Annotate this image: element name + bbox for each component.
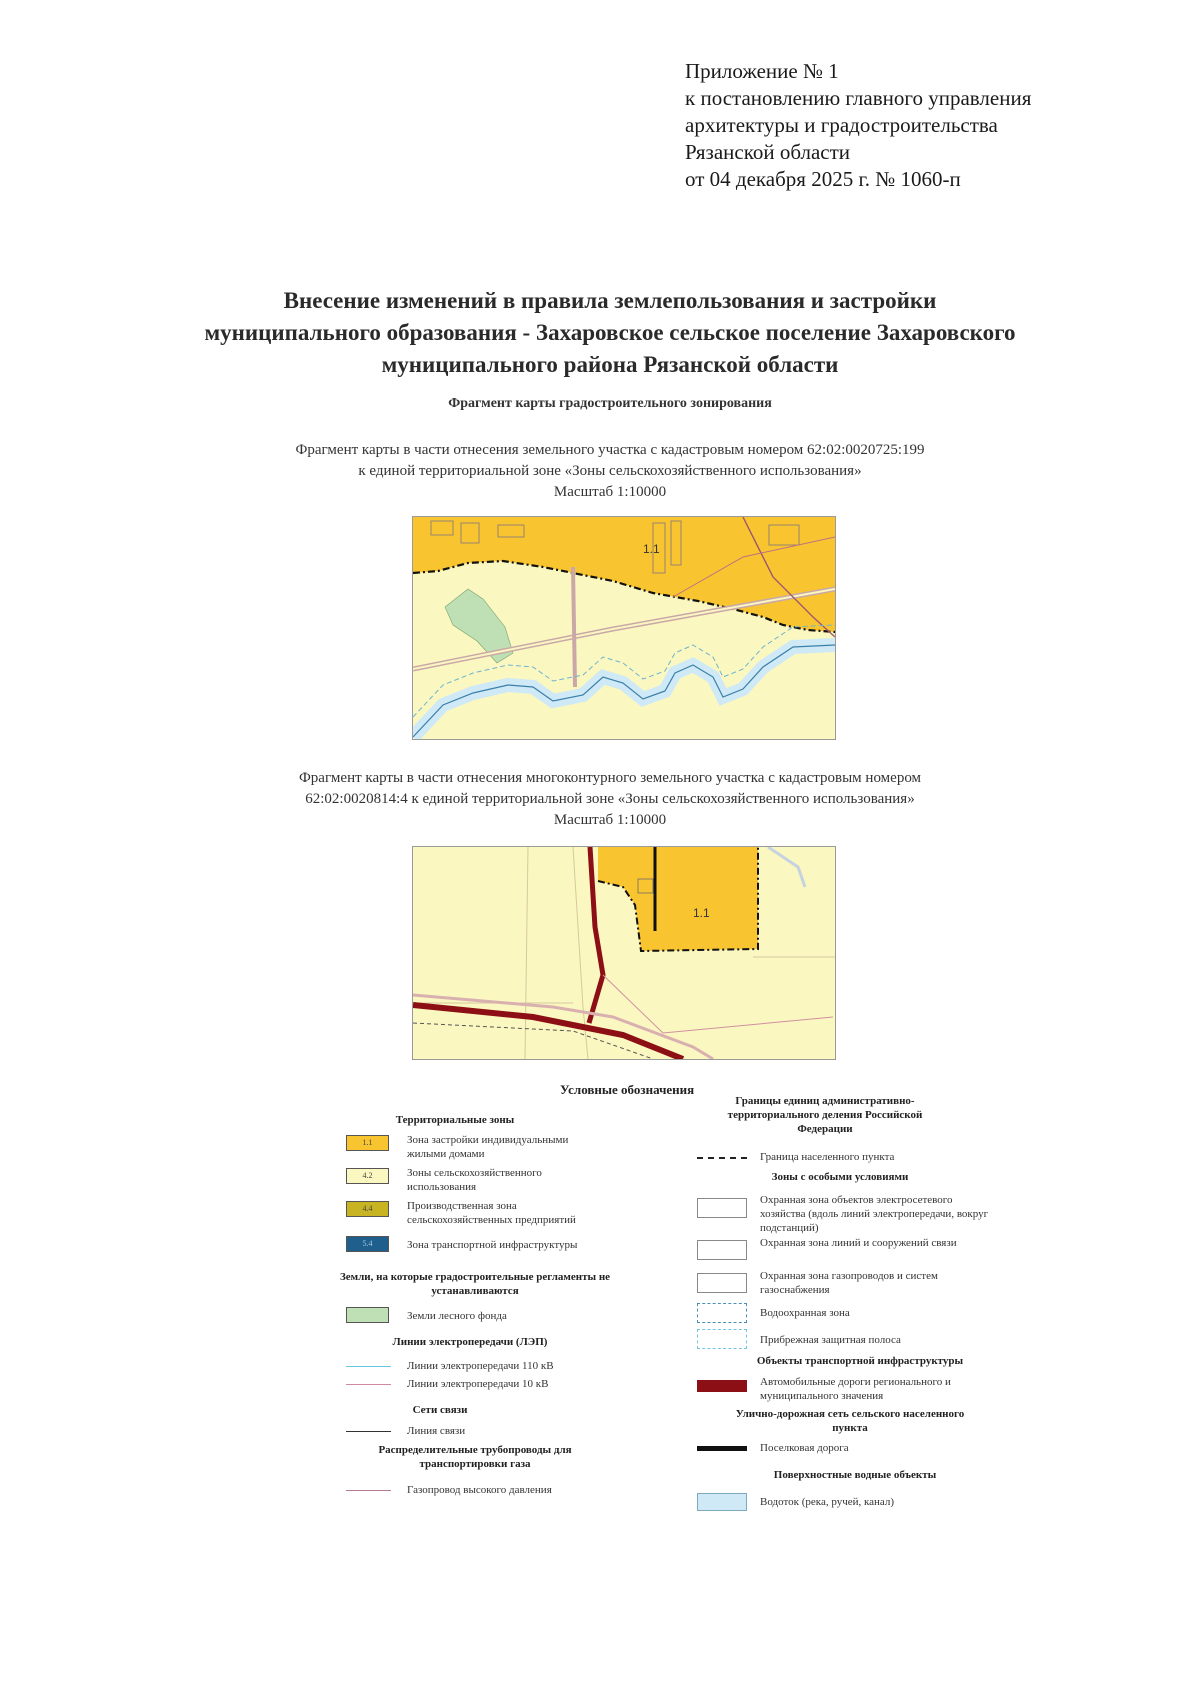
appendix-number: Приложение № 1 — [685, 59, 839, 83]
legend-territorial-zones-heading: Территориальные зоны — [395, 1114, 515, 1126]
legend-settlement-border: Граница населенного пункта — [760, 1151, 895, 1163]
fragment1-line-2: к единой территориальной зоне «Зоны сельскохозяйственного использования» — [358, 463, 862, 479]
title-line-2: муниципального образования - Захаровское сельское поселение Захаровского — [204, 320, 1016, 345]
map2-zone-label: 1.1 — [693, 906, 710, 920]
document-title — [150, 285, 1070, 381]
legend-coastal-strip: Прибрежная защитная полоса — [760, 1334, 901, 1346]
line-power-110 — [346, 1366, 391, 1367]
swatch-gas-protect — [697, 1273, 747, 1293]
appendix-line-2: к постановлению главного управления — [685, 86, 1032, 110]
swatch-settlement-road — [697, 1446, 747, 1451]
legend-zone-54: Зона транспортной инфраструктуры — [407, 1239, 578, 1251]
line-gas-high — [346, 1490, 391, 1491]
line-power-10 — [346, 1384, 391, 1385]
fragment2-line-1: Фрагмент карты в части отнесения многоконтурного земельного участка с кадастровым номером — [298, 770, 922, 786]
legend-roads-regional: Автомобильные дороги регионального и муниципального значения — [760, 1376, 951, 1402]
swatch-power-protect — [697, 1198, 747, 1218]
appendix-line-4: Рязанской области — [685, 140, 851, 164]
map-fragment-1 — [412, 516, 836, 740]
legend-power-heading: Линии электропередачи (ЛЭП) — [392, 1336, 548, 1348]
legend-water-protect: Водоохранная зона — [760, 1307, 850, 1319]
legend-title: Условные обозначения — [560, 1082, 695, 1097]
swatch-zone-11: 1.1 — [346, 1135, 389, 1151]
swatch-coastal-strip — [697, 1329, 747, 1349]
legend-special-heading: Зоны с особыми условиями — [771, 1171, 909, 1183]
appendix-date: от 04 декабря 2025 г. № 1060-п — [685, 167, 961, 191]
fragment1-caption — [150, 440, 1070, 503]
legend-zone-44: Производственная зона сельскохозяйственных предприятий — [407, 1200, 576, 1226]
legend-gas-high: Газопровод высокого давления — [407, 1484, 552, 1496]
legend-settlement-road: Поселковая дорога — [760, 1442, 849, 1454]
swatch-roads-regional — [697, 1380, 747, 1392]
swatch-water-protect — [697, 1303, 747, 1323]
legend-comm-heading: Сети связи — [412, 1404, 468, 1416]
legend-power-10: Линии электропередачи 10 кВ — [407, 1378, 549, 1390]
fragment2-line-2: 62:02:0020814:4 к единой территориальной зоне «Зоны сельскохозяйственного использования» — [305, 791, 915, 807]
swatch-forest — [346, 1307, 389, 1323]
swatch-watercourse — [697, 1493, 747, 1511]
legend-zone-11: Зона застройки индивидуальными жилыми домами — [407, 1134, 569, 1160]
legend-transport-heading: Объекты транспортной инфраструктуры — [756, 1355, 964, 1367]
legend-zone-42: Зоны сельскохозяйственного использования — [407, 1167, 542, 1193]
legend-forest: Земли лесного фонда — [407, 1310, 507, 1322]
fragment2-scale: Масштаб 1:10000 — [553, 812, 667, 828]
appendix-line-3: архитектуры и градостроительства — [685, 113, 998, 137]
fragment1-scale: Масштаб 1:10000 — [553, 484, 667, 500]
swatch-zone-54: 5.4 — [346, 1236, 389, 1252]
swatch-comm-protect — [697, 1240, 747, 1260]
legend-boundaries-heading: Границы единиц административно-территориального деления Российской Федерации — [727, 1095, 923, 1135]
line-comm — [346, 1431, 391, 1432]
fragment1-line-1: Фрагмент карты в части отнесения земельного участка с кадастровым номером 62:02:0020725:199 — [295, 442, 925, 458]
appendix-header — [685, 58, 1031, 193]
map1-road-vertical — [573, 567, 575, 687]
legend-street-heading: Улично-дорожная сеть сельского населенного пункта — [735, 1408, 965, 1434]
legend-power-protect: Охранная зона объектов электросетевого хозяйства (вдоль линий электропередачи, вокруг подстанций) — [760, 1194, 989, 1234]
line-settlement-border — [697, 1157, 747, 1159]
legend-power-110: Линии электропередачи 110 кВ — [407, 1360, 554, 1372]
map1-zone-label: 1.1 — [643, 542, 660, 556]
legend-water-heading: Поверхностные водные объекты — [773, 1469, 937, 1481]
legend-gas-heading: Распределительные трубопроводы для транспортировки газа — [378, 1444, 572, 1470]
legend-comm-protect: Охранная зона линий и сооружений связи — [760, 1237, 957, 1249]
legend-comm-line: Линия связи — [407, 1425, 466, 1437]
legend-watercourse: Водоток (река, ручей, канал) — [760, 1496, 895, 1508]
fragment2-caption — [150, 768, 1070, 831]
map-fragment-2 — [412, 846, 836, 1060]
legend-gas-protect: Охранная зона газопроводов и систем газоснабжения — [760, 1270, 938, 1296]
title-line-1: Внесение изменений в правила землепользования и застройки — [283, 288, 937, 313]
swatch-zone-42: 4.2 — [346, 1168, 389, 1184]
swatch-zone-44: 4.4 — [346, 1201, 389, 1217]
legend-lands-heading: Земли, на которые градостроительные регламенты не устанавливаются — [339, 1271, 611, 1297]
title-line-3: муниципального района Рязанской области — [381, 352, 839, 377]
map-subtitle: Фрагмент карты градостроительного зонирования — [448, 396, 772, 411]
